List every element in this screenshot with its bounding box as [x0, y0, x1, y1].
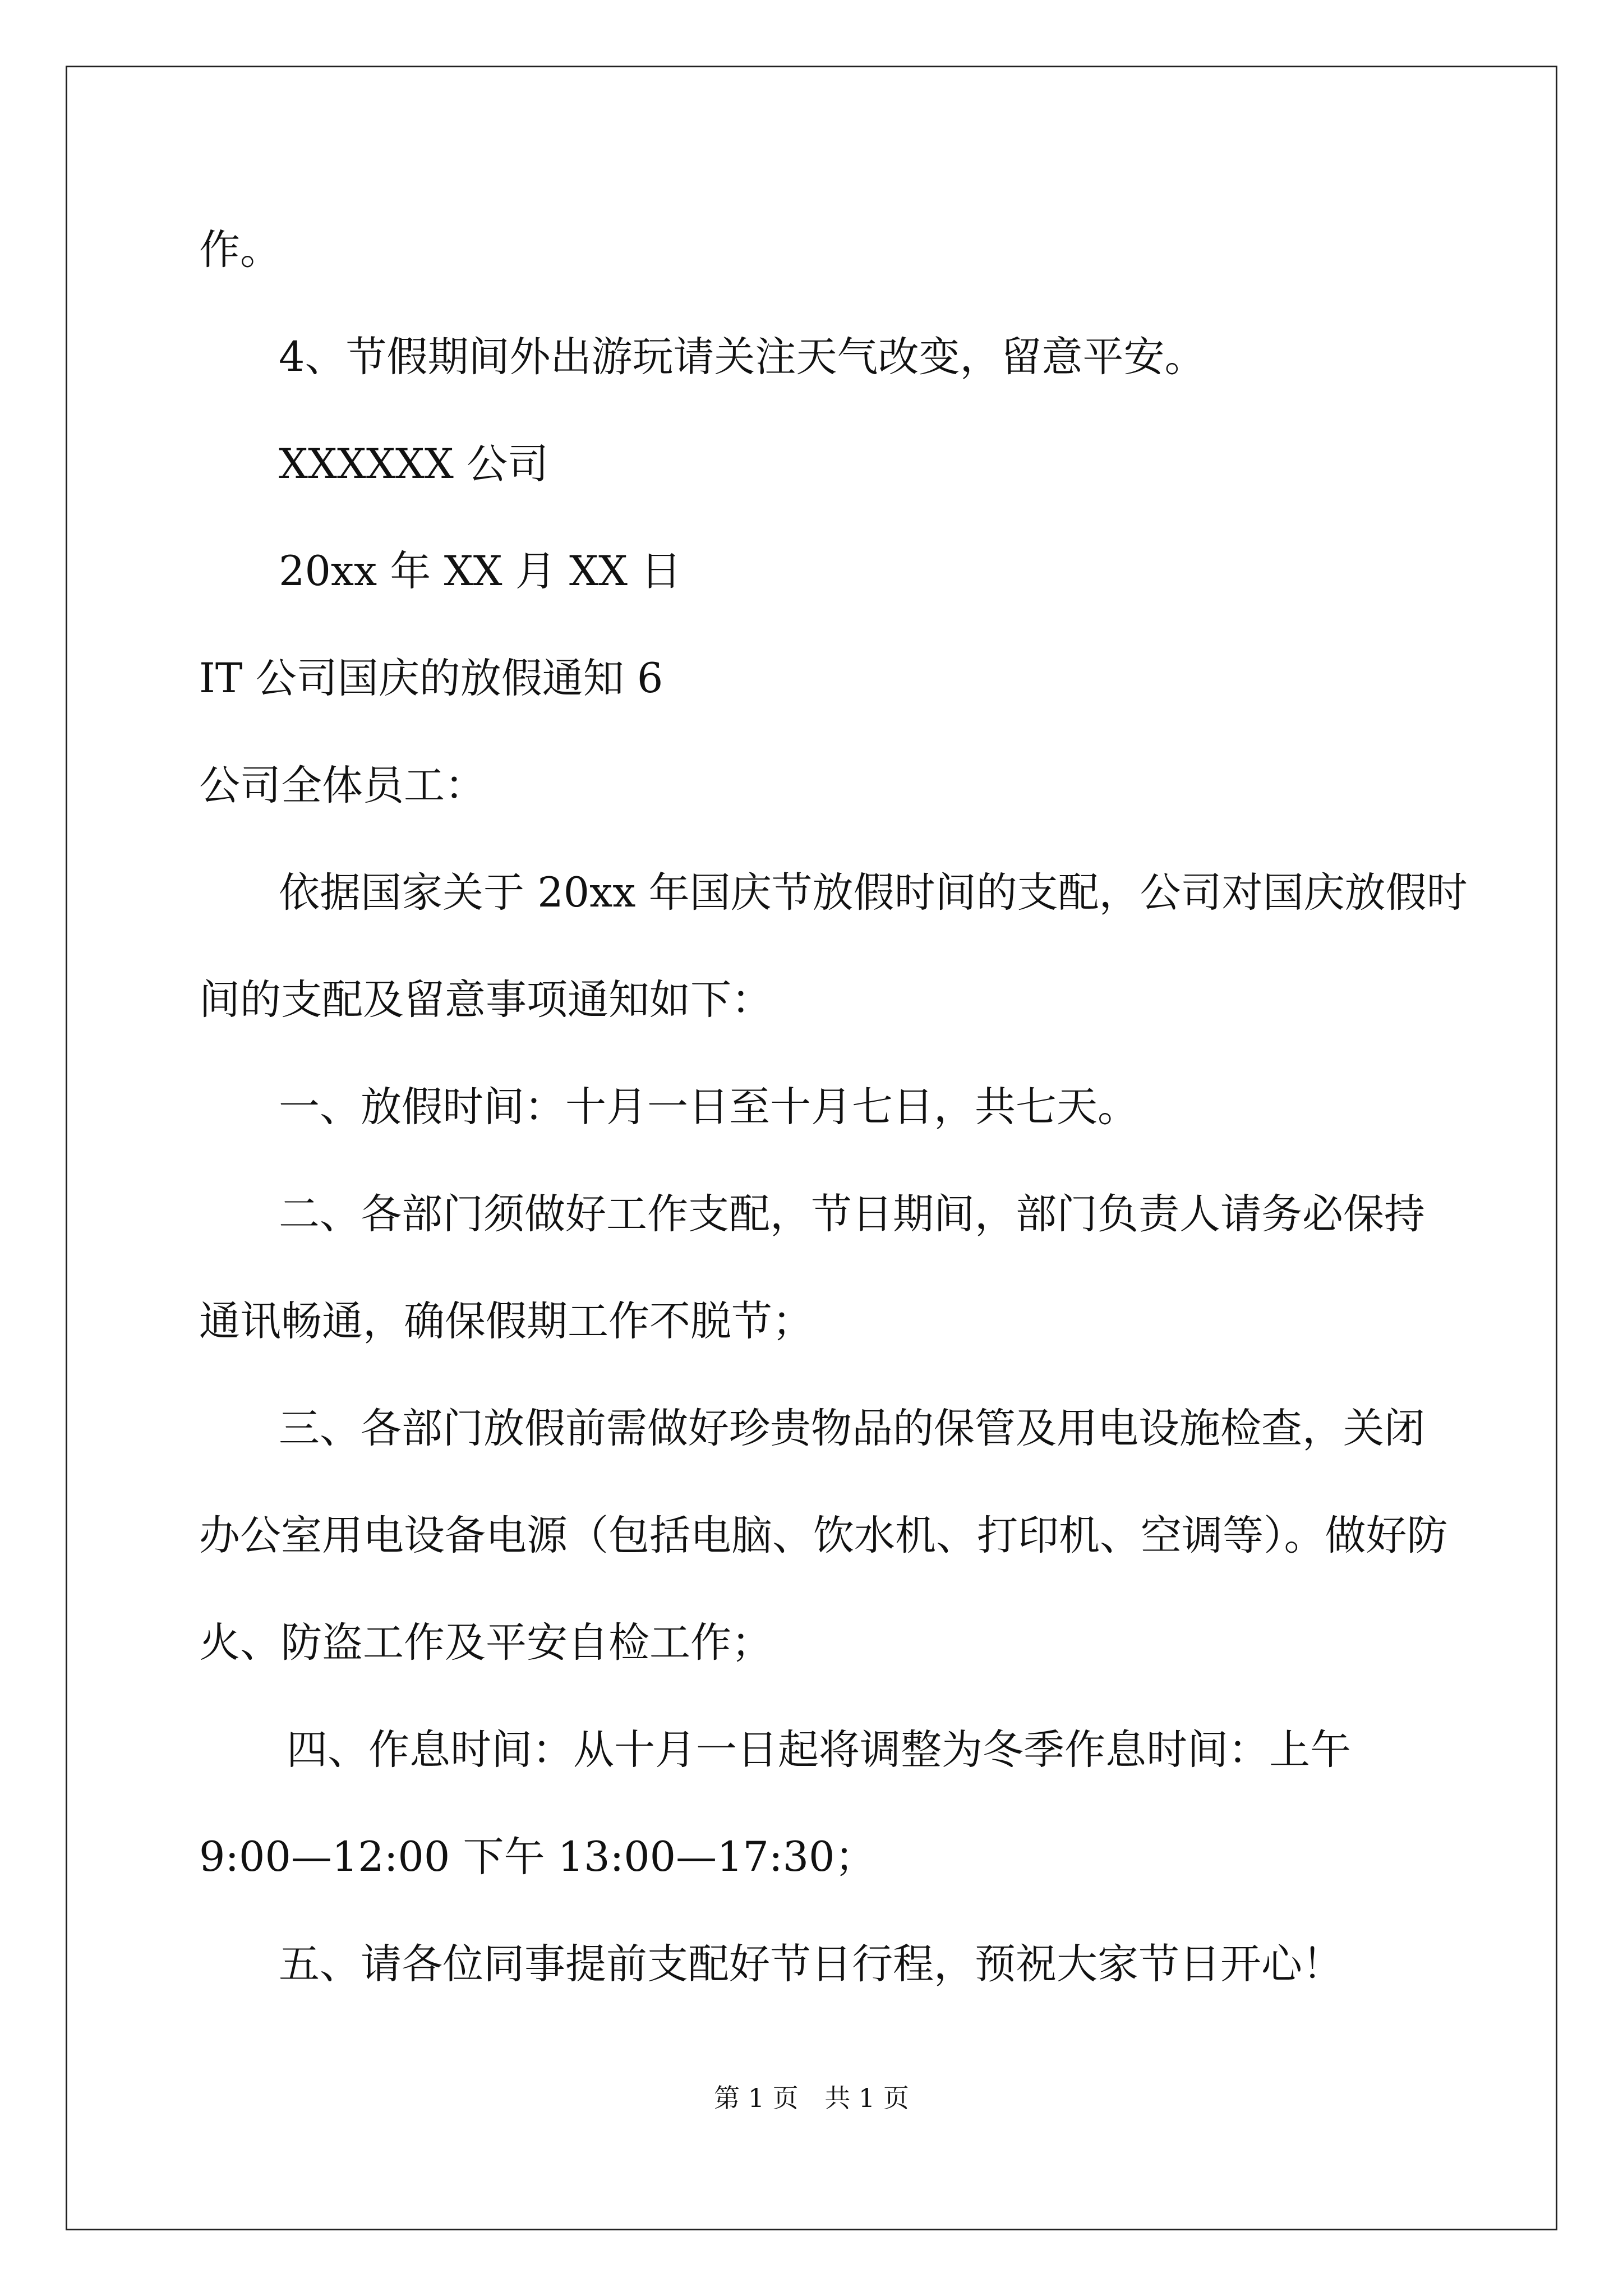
page-footer [0, 2081, 1623, 2115]
item-four-line-1: 四、作息时间：从十月一日起将调整为冬季作息时间：上午 [287, 1726, 1351, 1774]
item-five: 五、请各位同事提前支配好节日行程，预祝大家节日开心！ [279, 1940, 1343, 1988]
notice-title: IT 公司国庆的放假通知 6 [199, 655, 663, 702]
page-number: 第 1 页 [714, 2083, 799, 2113]
paragraph-continuation: 作。 [199, 226, 281, 274]
paragraph-item-4: 4、节假期间外出游玩请关注天气改变，留意平安。 [279, 333, 1206, 381]
intro-line-1: 依据国家关于 20xx 年国庆节放假时间的支配，公司对国庆放假时 [279, 869, 1468, 917]
signature-date: 20xx 年 XX 月 XX 日 [279, 547, 682, 595]
item-three-line-2: 办公室用电设备电源（包括电脑、饮水机、打印机、空调等）。做好防 [199, 1512, 1448, 1559]
intro-line-2: 间的支配及留意事项通知如下： [199, 976, 772, 1024]
salutation: 公司全体员工： [199, 762, 486, 809]
item-three-line-3: 火、防盗工作及平安自检工作； [199, 1619, 772, 1667]
item-two-line-1: 二、各部门须做好工作支配，节日期间，部门负责人请务必保持 [279, 1190, 1425, 1238]
item-three-line-1: 三、各部门放假前需做好珍贵物品的保管及用电设施检查，关闭 [279, 1405, 1425, 1452]
signature-company: XXXXXX 公司 [279, 440, 549, 488]
item-one: 一、放假时间：十月一日至十月七日，共七天。 [279, 1083, 1138, 1131]
page-total: 共 1 页 [824, 2083, 909, 2113]
item-four-line-2: 9:00—12:00 下午 13:00—17:30； [199, 1833, 876, 1881]
page-border [66, 66, 1557, 2230]
item-two-line-2: 通讯畅通，确保假期工作不脱节； [199, 1297, 813, 1345]
